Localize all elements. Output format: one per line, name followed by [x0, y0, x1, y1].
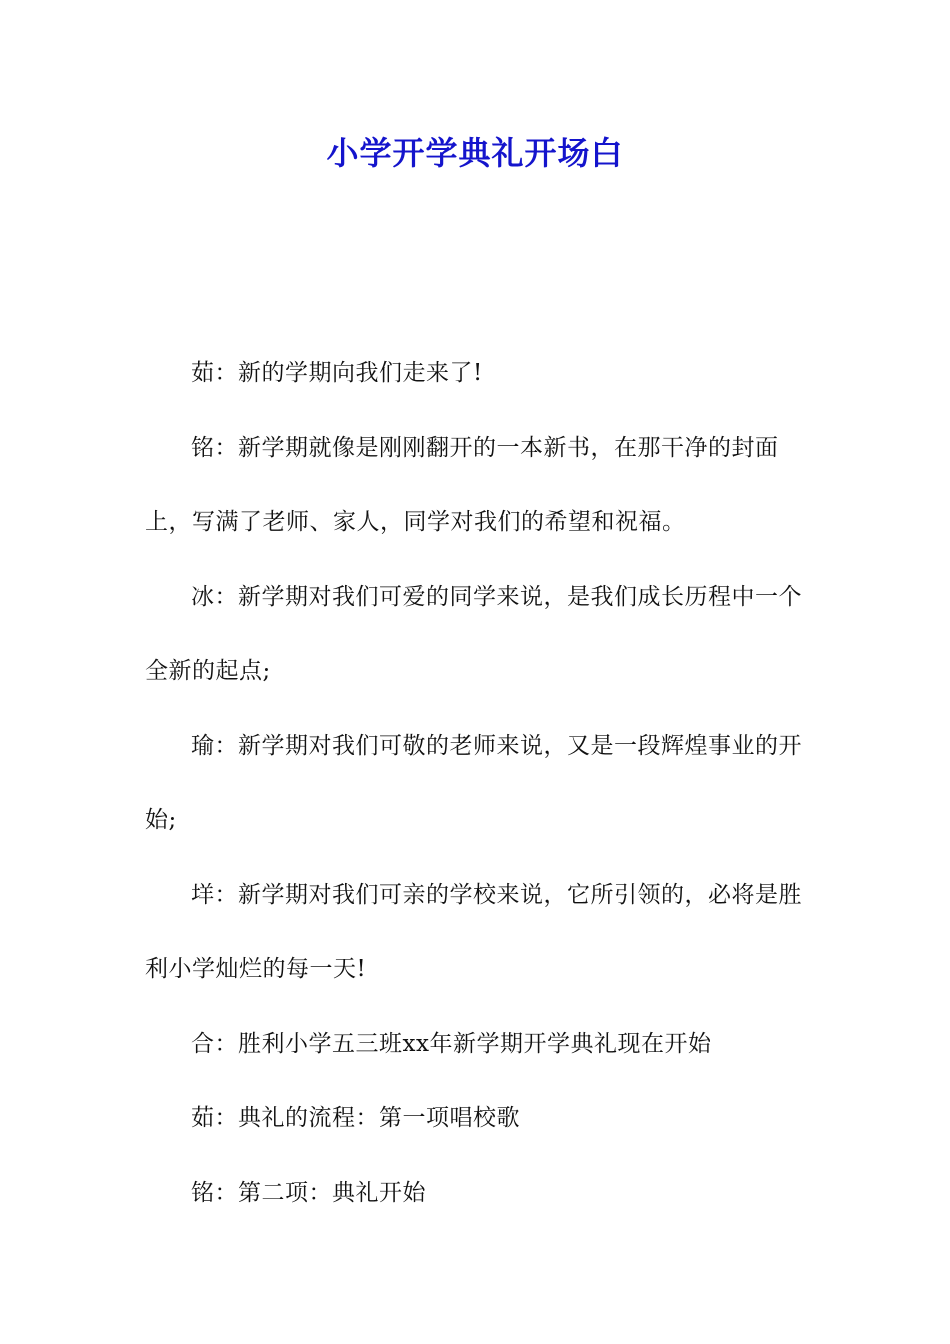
- paragraph-2: 铭：新学期就像是刚刚翻开的一本新书，在那干净的封面上，写满了老师、家人，同学对我们的希望和祝福。: [145, 434, 779, 535]
- document-body: [145, 336, 805, 1230]
- paragraph-8: 铭：第二项：典礼开始: [191, 1179, 426, 1206]
- paragraph-4: 瑜：新学期对我们可敬的老师来说，又是一段辉煌事业的开始;: [145, 732, 802, 833]
- document-title: 小学开学典礼开场白: [326, 134, 624, 172]
- paragraph-1: 茹：新的学期向我们走来了!: [191, 360, 483, 386]
- paragraph-5: 垟：新学期对我们可亲的学校来说，它所引领的，必将是胜利小学灿烂的每一天!: [145, 881, 802, 982]
- paragraph-7: 茹：典礼的流程：第一项唱校歌: [191, 1105, 520, 1131]
- paragraph-3: 冰：新学期对我们可爱的同学来说，是我们成长历程中一个全新的起点;: [145, 583, 802, 684]
- paragraph-6: 合：胜利小学五三班xx年新学期开学典礼现在开始: [191, 1030, 712, 1057]
